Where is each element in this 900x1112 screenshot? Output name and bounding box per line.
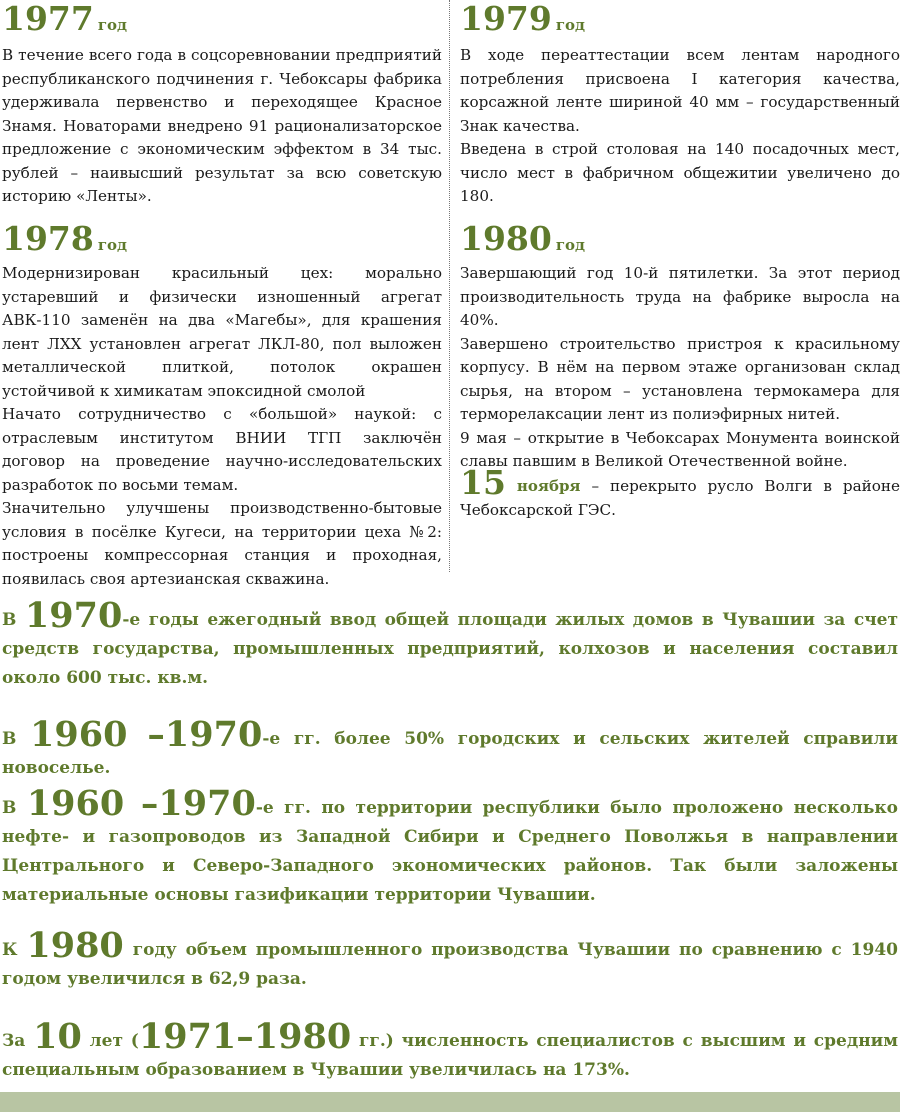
- paragraph: 9 мая – открытие в Чебоксарах Монумента воинской славы павшим в Великой Отечественной войне.: [460, 428, 900, 470]
- paragraph: Завершающий год 10-й пятилетки. За этот период производительность труда на фабрике выросла на 40%.: [460, 264, 900, 329]
- footer-band: [0, 1092, 900, 1112]
- year-heading: 1980 год: [460, 219, 586, 258]
- paragraph: Модернизирован красильный цех: морально устаревший и физически изношенный агрегат АВК-110 заменён на два «Магебы», для крашения лент ЛХХ установлен агрегат ЛКЛ-80, пол выложен металлической плиткой, потолок окрашен устойчивой к химикатам эпоксидной смолой: [2, 264, 442, 400]
- paragraph: Завершено строительство пристроя к красильному корпусу. В нём на первом этаже организован склад сырья, на втором – установлена термокамера для терморелаксации лент из полиэфирных нитей.: [460, 334, 900, 423]
- paragraph: Введена в строй столовая на 140 посадочных мест, число мест в фабричном общежитии увеличено до 180.: [460, 140, 900, 205]
- fact-1: В 1970-е годы ежегодный ввод общей площади жилых домов в Чувашии за счет средств государства, промышленных предприятий, колхозов и населения составил около 600 тыс. кв.м.: [2, 595, 898, 688]
- fact-5: За 10 лет (1971–1980 гг.) численность специалистов с высшим и средним специальным образованием в Чувашии увеличилась на 173%.: [2, 1016, 899, 1080]
- fact-4: К 1980 году объем промышленного производства Чувашии по сравнению с 1940 годом увеличился в 62,9 раза.: [2, 925, 898, 989]
- paragraph: В ходе переаттестации всем лентам народного потребления присвоена I категория качества, корсажной ленте шириной 40 мм – государственный Знак качества.: [460, 46, 900, 135]
- entry-1980: [460, 219, 900, 474]
- entry-text: [2, 262, 442, 591]
- paragraph: Начато сотрудничество с «большой» наукой: с отраслевым институтом ВНИИ ТГП заключён договор на проведение научно-исследовательских разработок по восьми темам.: [2, 405, 442, 494]
- entry-text: 15 ноября – перекрыто русло Волги в районе Чебоксарской ГЭС.: [460, 463, 900, 519]
- fact-2: В 1960 –1970-е гг. более 50% городских и сельских жителей справили новоселье.: [2, 714, 898, 778]
- year-heading: 1978 год: [2, 219, 128, 258]
- entry-1978: [2, 219, 442, 591]
- paragraph: Значительно улучшены производственно-бытовые условия в посёлке Кугеси, на территории цеха №2: построены компрессорная станция и проходная, появилась своя артезианская скважина.: [2, 499, 442, 588]
- date-day: 15: [460, 463, 506, 502]
- entry-1977: [2, 2, 442, 209]
- fact-3: В 1960 –1970-е гг. по территории республики было проложено несколько нефте- и газопроводов из Западной Сибири и Среднего Поволжья в направлении Центрального и Северо-Западного экономических районов. Так были заложены материальные основы газификации территории Чувашии.: [2, 783, 899, 905]
- entry-text: [460, 262, 900, 474]
- date-month: ноября: [516, 477, 581, 495]
- entry-nov-15: [460, 463, 900, 522]
- entry-text: В течение всего года в соцсоревновании предприятий республиканского подчинения г. Чебоксары фабрика удерживала первенство и переходящее Красное Знамя. Новаторами внедрено 91 рационализаторское предложение с экономическим эффектом в 34 тыс. рублей – наивысший результат за всю советскую историю «Ленты».: [2, 46, 442, 205]
- year-heading: 1979 год: [460, 0, 586, 38]
- entry-text: [460, 44, 900, 209]
- column-divider: [449, 0, 450, 572]
- year-heading: 1977 год: [2, 0, 128, 38]
- entry-1979: [460, 2, 900, 209]
